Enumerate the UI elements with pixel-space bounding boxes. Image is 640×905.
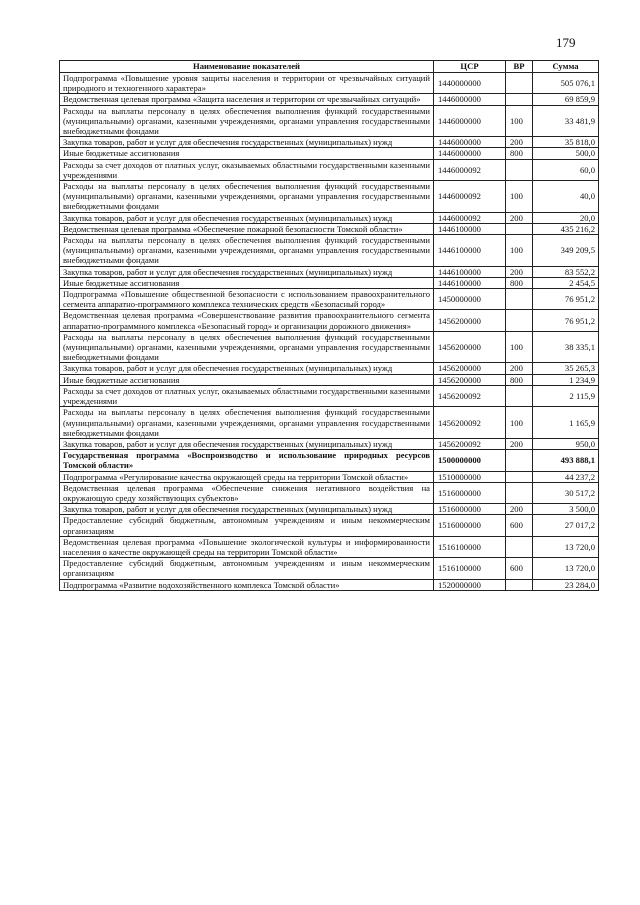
table-row <box>60 438 599 449</box>
row-name-cell: Расходы на выплаты персоналу в целях обеспечения выполнения функций государственными (муниципальными) органами, казенными учреждениями, органами управления государственными внебюджетными фондами <box>60 235 434 267</box>
row-vr-cell <box>506 223 533 234</box>
table-row <box>60 536 599 557</box>
row-csr-cell: 1446100000 <box>434 223 506 234</box>
row-sum-cell: 23 284,0 <box>533 579 599 590</box>
row-name-cell: Закупка товаров, работ и услуг для обеспечения государственных (муниципальных) нужд <box>60 438 434 449</box>
header-vr: ВР <box>506 61 533 73</box>
row-vr-cell <box>506 536 533 557</box>
table-row <box>60 579 599 590</box>
row-sum-cell: 33 481,9 <box>533 105 599 137</box>
row-name-cell: Расходы на выплаты персоналу в целях обеспечения выполнения функций государственными (муниципальными) органами, казенными учреждениями, органами управления государственными внебюджетными фондами <box>60 105 434 137</box>
row-sum-cell: 76 951,2 <box>533 310 599 331</box>
table-row <box>60 471 599 482</box>
table-row <box>60 450 599 471</box>
row-csr-cell: 1456200092 <box>434 385 506 406</box>
row-csr-cell: 1456200000 <box>434 363 506 374</box>
row-name-cell: Расходы на выплаты персоналу в целях обеспечения выполнения функций государственными (муниципальными) органами, казенными учреждениями, органами управления государственными внебюджетными фондами <box>60 331 434 363</box>
row-name-cell: Иные бюджетные ассигнования <box>60 374 434 385</box>
row-name-cell: Расходы на выплаты персоналу в целях обеспечения выполнения функций государственными (муниципальными) органами, казенными учреждениями, органами управления государственными внебюджетными фондами <box>60 181 434 213</box>
row-csr-cell: 1516000000 <box>434 515 506 536</box>
table-row <box>60 558 599 579</box>
row-name-cell: Закупка товаров, работ и услуг для обеспечения государственных (муниципальных) нужд <box>60 212 434 223</box>
table-row <box>60 266 599 277</box>
row-sum-cell: 30 517,2 <box>533 482 599 503</box>
row-vr-cell <box>506 471 533 482</box>
row-name-cell: Закупка товаров, работ и услуг для обеспечения государственных (муниципальных) нужд <box>60 363 434 374</box>
row-csr-cell: 1456200092 <box>434 438 506 449</box>
row-csr-cell: 1446000092 <box>434 159 506 180</box>
row-name-cell: Подпрограмма «Повышение уровня защиты населения и территории от чрезвычайных ситуаций природного и техногенного характера» <box>60 73 434 94</box>
table-row <box>60 277 599 288</box>
table-row <box>60 515 599 536</box>
table-row <box>60 363 599 374</box>
table-header-row <box>60 61 599 73</box>
row-sum-cell: 27 017,2 <box>533 515 599 536</box>
row-vr-cell <box>506 73 533 94</box>
row-vr-cell: 200 <box>506 438 533 449</box>
row-name-cell: Ведомственная целевая программа «Повышение экологической культуры и информированности населения о качестве окружающей среды на территории Томской области» <box>60 536 434 557</box>
row-sum-cell: 1 165,9 <box>533 407 599 439</box>
table-row <box>60 223 599 234</box>
header-sum: Сумма <box>533 61 599 73</box>
row-sum-cell: 38 335,1 <box>533 331 599 363</box>
header-csr: ЦСР <box>434 61 506 73</box>
row-csr-cell: 1446000092 <box>434 181 506 213</box>
row-csr-cell: 1440000000 <box>434 73 506 94</box>
row-vr-cell: 100 <box>506 105 533 137</box>
table-row <box>60 407 599 439</box>
row-sum-cell: 76 951,2 <box>533 289 599 310</box>
row-vr-cell: 100 <box>506 235 533 267</box>
row-name-cell: Расходы за счет доходов от платных услуг, оказываемых областными государственными казенными учреждениями <box>60 159 434 180</box>
row-name-cell: Закупка товаров, работ и услуг для обеспечения государственных (муниципальных) нужд <box>60 504 434 515</box>
row-sum-cell: 349 209,5 <box>533 235 599 267</box>
row-csr-cell: 1446100000 <box>434 235 506 267</box>
table-row <box>60 482 599 503</box>
budget-table <box>59 60 599 591</box>
row-sum-cell: 1 234,9 <box>533 374 599 385</box>
row-sum-cell: 20,0 <box>533 212 599 223</box>
row-name-cell: Государственная программа «Воспроизводство и использование природных ресурсов Томской области» <box>60 450 434 471</box>
row-name-cell: Иные бюджетные ассигнования <box>60 148 434 159</box>
row-vr-cell: 100 <box>506 331 533 363</box>
row-sum-cell: 35 818,0 <box>533 137 599 148</box>
row-vr-cell <box>506 289 533 310</box>
row-sum-cell: 60,0 <box>533 159 599 180</box>
row-sum-cell: 950,0 <box>533 438 599 449</box>
row-sum-cell: 500,0 <box>533 148 599 159</box>
row-csr-cell: 1520000000 <box>434 579 506 590</box>
row-csr-cell: 1446100000 <box>434 277 506 288</box>
row-name-cell: Подпрограмма «Повышение общественной безопасности с использованием правоохранительного сегмента аппаратно-программного комплекса технических средств «Безопасный город» <box>60 289 434 310</box>
row-csr-cell: 1456200000 <box>434 374 506 385</box>
row-name-cell: Ведомственная целевая программа «Обеспечение снижения негативного воздействия на окружающую среду хозяйствующих субъектов» <box>60 482 434 503</box>
row-sum-cell: 44 237,2 <box>533 471 599 482</box>
row-csr-cell: 1446000092 <box>434 212 506 223</box>
row-vr-cell: 100 <box>506 407 533 439</box>
row-sum-cell: 13 720,0 <box>533 536 599 557</box>
row-vr-cell: 800 <box>506 148 533 159</box>
row-vr-cell: 800 <box>506 374 533 385</box>
row-vr-cell <box>506 482 533 503</box>
row-vr-cell: 600 <box>506 558 533 579</box>
table-row <box>60 105 599 137</box>
table-row <box>60 374 599 385</box>
row-vr-cell: 100 <box>506 181 533 213</box>
row-sum-cell: 35 265,3 <box>533 363 599 374</box>
row-name-cell: Ведомственная целевая программа «Совершенствование развития правоохранительного сегмента аппаратно-программного комплекса «Безопасный город» и организации дорожного движения» <box>60 310 434 331</box>
row-name-cell: Подпрограмма «Регулирование качества окружающей среды на территории Томской области» <box>60 471 434 482</box>
table-row <box>60 159 599 180</box>
table-row <box>60 235 599 267</box>
table-row <box>60 504 599 515</box>
row-sum-cell: 435 216,2 <box>533 223 599 234</box>
row-name-cell: Ведомственная целевая программа «Обеспечение пожарной безопасности Томской области» <box>60 223 434 234</box>
row-csr-cell: 1446000000 <box>434 148 506 159</box>
row-vr-cell: 200 <box>506 137 533 148</box>
row-name-cell: Расходы на выплаты персоналу в целях обеспечения выполнения функций государственными (муниципальными) органами, казенными учреждениями, органами управления государственными внебюджетными фондами <box>60 407 434 439</box>
row-csr-cell: 1516000000 <box>434 504 506 515</box>
row-sum-cell: 83 552,2 <box>533 266 599 277</box>
table-row <box>60 181 599 213</box>
row-vr-cell <box>506 94 533 105</box>
row-name-cell: Расходы за счет доходов от платных услуг, оказываемых областными государственными казенными учреждениями <box>60 385 434 406</box>
row-csr-cell: 1456200000 <box>434 310 506 331</box>
row-csr-cell: 1446000000 <box>434 94 506 105</box>
row-sum-cell: 2 454,5 <box>533 277 599 288</box>
row-vr-cell <box>506 159 533 180</box>
row-vr-cell: 600 <box>506 515 533 536</box>
row-vr-cell <box>506 310 533 331</box>
row-vr-cell: 200 <box>506 266 533 277</box>
table-row <box>60 385 599 406</box>
row-csr-cell: 1516100000 <box>434 536 506 557</box>
row-sum-cell: 2 115,9 <box>533 385 599 406</box>
row-name-cell: Закупка товаров, работ и услуг для обеспечения государственных (муниципальных) нужд <box>60 266 434 277</box>
page-number: 179 <box>556 35 576 50</box>
row-sum-cell: 493 888,1 <box>533 450 599 471</box>
row-vr-cell: 200 <box>506 363 533 374</box>
row-vr-cell: 800 <box>506 277 533 288</box>
table-row <box>60 331 599 363</box>
row-name-cell: Иные бюджетные ассигнования <box>60 277 434 288</box>
table-row <box>60 94 599 105</box>
row-csr-cell: 1446000000 <box>434 137 506 148</box>
row-name-cell: Предоставление субсидий бюджетным, автономным учреждениям и иным некоммерческим организациям <box>60 558 434 579</box>
row-csr-cell: 1450000000 <box>434 289 506 310</box>
table-row <box>60 212 599 223</box>
row-csr-cell: 1446000000 <box>434 105 506 137</box>
table-row <box>60 310 599 331</box>
row-csr-cell: 1516000000 <box>434 482 506 503</box>
table-row <box>60 148 599 159</box>
table-row <box>60 137 599 148</box>
row-vr-cell: 200 <box>506 212 533 223</box>
row-sum-cell: 3 500,0 <box>533 504 599 515</box>
row-name-cell: Закупка товаров, работ и услуг для обеспечения государственных (муниципальных) нужд <box>60 137 434 148</box>
row-csr-cell: 1456200000 <box>434 331 506 363</box>
table-row <box>60 289 599 310</box>
row-vr-cell <box>506 385 533 406</box>
row-sum-cell: 40,0 <box>533 181 599 213</box>
row-csr-cell: 1500000000 <box>434 450 506 471</box>
row-csr-cell: 1456200092 <box>434 407 506 439</box>
row-vr-cell <box>506 579 533 590</box>
header-name: Наименование показателей <box>60 61 434 73</box>
row-csr-cell: 1510000000 <box>434 471 506 482</box>
row-vr-cell: 200 <box>506 504 533 515</box>
row-name-cell: Ведомственная целевая программа «Защита населения и территории от чрезвычайных ситуаций» <box>60 94 434 105</box>
table-row <box>60 73 599 94</box>
row-vr-cell <box>506 450 533 471</box>
row-csr-cell: 1446100000 <box>434 266 506 277</box>
row-name-cell: Предоставление субсидий бюджетным, автономным учреждениям и иным некоммерческим организациям <box>60 515 434 536</box>
row-sum-cell: 505 076,1 <box>533 73 599 94</box>
row-csr-cell: 1516100000 <box>434 558 506 579</box>
row-name-cell: Подпрограмма «Развитие водохозяйственного комплекса Томской области» <box>60 579 434 590</box>
table-body <box>60 73 599 591</box>
row-sum-cell: 13 720,0 <box>533 558 599 579</box>
row-sum-cell: 69 859,9 <box>533 94 599 105</box>
